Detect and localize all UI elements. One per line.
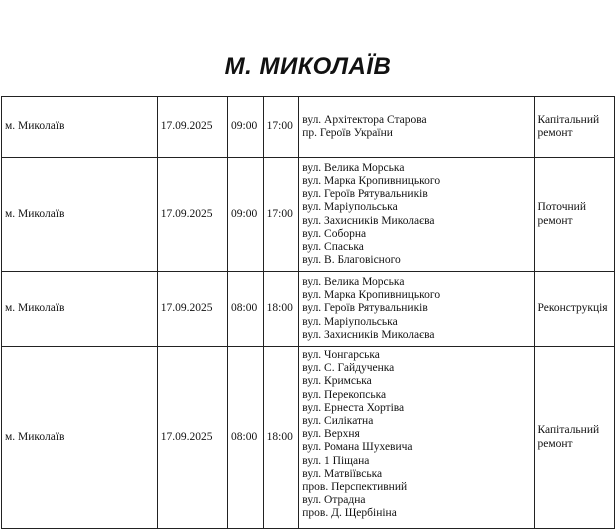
street-line: вул. Маріупольська: [302, 201, 398, 214]
city-cell: м. Миколаїв: [2, 97, 158, 158]
street-line: вул. Романа Шухевича: [302, 441, 413, 454]
date-cell: 17.09.2025: [157, 97, 227, 158]
street-line: вул. Марка Кропивницького: [302, 289, 441, 302]
table-row: [2, 347, 615, 529]
end-time-cell: 17:00: [263, 158, 299, 272]
date-cell: 17.09.2025: [157, 158, 227, 272]
street-line: вул. Спаська: [302, 240, 364, 253]
streets-cell: [299, 347, 534, 529]
streets-cell: [299, 158, 534, 272]
street-line: вул. Соборна: [302, 227, 367, 240]
street-line: вул. Велика Морська: [302, 275, 405, 288]
street-line: пров. Д. Щербініна: [302, 507, 397, 520]
street-line: вул. Чонгарська: [302, 349, 380, 361]
date-cell: 17.09.2025: [157, 272, 227, 347]
end-time-cell: 18:00: [263, 347, 299, 529]
table-row: [2, 97, 615, 158]
street-line: вул. Велика Морська: [302, 161, 405, 174]
table-row: [2, 272, 615, 347]
street-line: вул. Героїв Рятувальників: [302, 188, 428, 201]
street-line: вул. Героїв Рятувальників: [302, 302, 428, 315]
end-time-cell: 18:00: [263, 272, 299, 347]
work-type-cell: Капітальний ремонт: [534, 97, 615, 158]
street-line: вул. Марка Кропивницького: [302, 174, 441, 187]
city-cell: м. Миколаїв: [2, 158, 158, 272]
city-cell: м. Миколаїв: [2, 347, 158, 529]
work-type-cell: Поточний ремонт: [534, 158, 615, 272]
street-line: пров. Перспективний: [302, 481, 408, 494]
start-time-cell: 09:00: [228, 158, 264, 272]
page-title: М. МИКОЛАЇВ: [224, 53, 392, 80]
street-line: вул. Захисників Миколаєва: [302, 214, 435, 227]
street-line: вул. Верхня: [302, 428, 360, 441]
street-line: вул. Захисників Миколаєва: [302, 328, 435, 341]
table-body: [2, 97, 615, 529]
street-line: вул. Перекопська: [302, 388, 387, 401]
street-line: вул. Кримська: [302, 375, 372, 388]
start-time-cell: 08:00: [228, 272, 264, 347]
street-line: вул. 1 Піщана: [302, 454, 370, 467]
street-line: вул. Маріупольська: [302, 315, 398, 328]
outage-schedule-table: [1, 96, 615, 529]
street-line: вул. С. Гайдученка: [302, 362, 395, 375]
date-cell: 17.09.2025: [157, 347, 227, 529]
street-line: вул. Ернеста Хортіва: [302, 401, 405, 414]
work-type-cell: Реконструкція: [534, 272, 615, 347]
street-line: вул. Отрадна: [302, 494, 366, 507]
street-line: вул. Архітектора Старова: [302, 113, 427, 126]
end-time-cell: 17:00: [263, 97, 299, 158]
street-line: вул. В. Благовісного: [302, 254, 401, 267]
street-line: пр. Героїв України: [302, 127, 393, 139]
street-line: вул. Силікатна: [302, 415, 374, 428]
street-line: вул. Матвіївська: [302, 467, 383, 480]
start-time-cell: 08:00: [228, 347, 264, 529]
start-time-cell: 09:00: [228, 97, 264, 158]
streets-cell: [299, 272, 534, 347]
table-row: [2, 158, 615, 272]
city-cell: м. Миколаїв: [2, 272, 158, 347]
streets-cell: [299, 97, 534, 158]
work-type-cell: Капітальний ремонт: [534, 347, 615, 529]
